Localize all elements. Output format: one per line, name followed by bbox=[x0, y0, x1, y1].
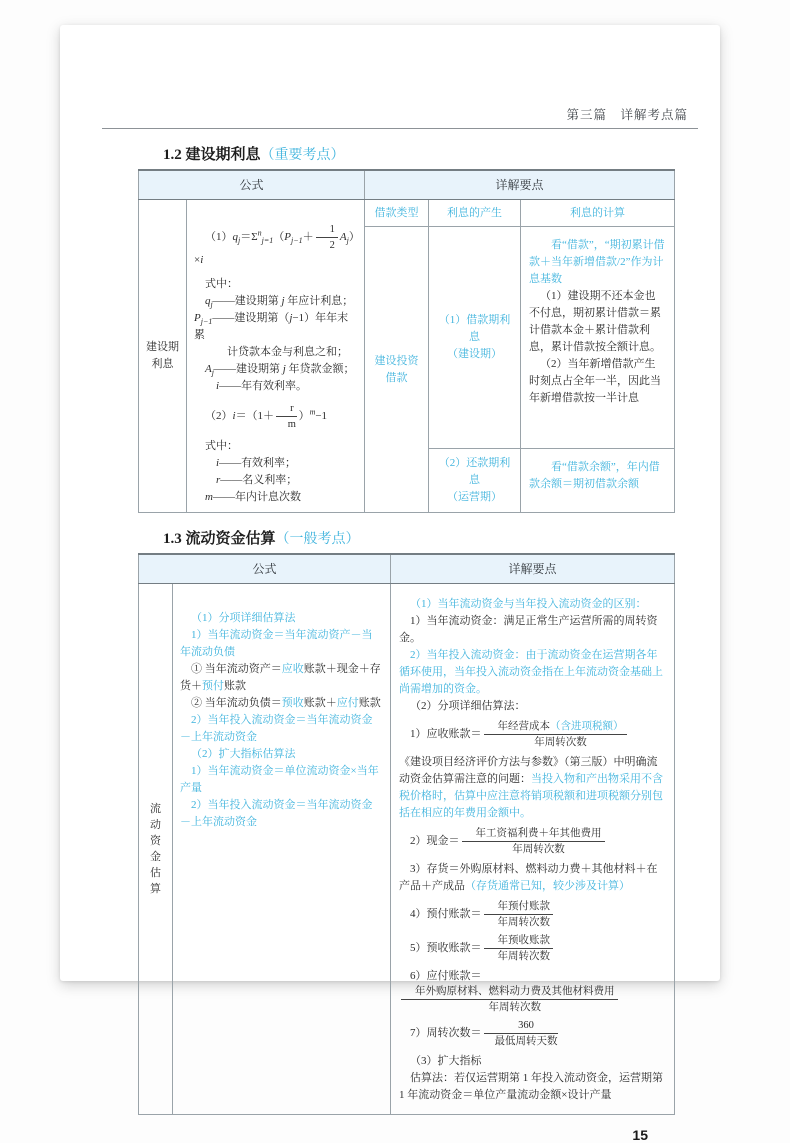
fraction bbox=[484, 720, 627, 749]
table2-row-label bbox=[139, 584, 173, 1115]
text-line bbox=[399, 596, 666, 613]
text-run: 算 bbox=[150, 883, 161, 895]
text-line bbox=[529, 356, 666, 407]
text-run: j=1 bbox=[261, 236, 274, 246]
table1-row-label bbox=[139, 200, 187, 513]
table1-formula-cell bbox=[187, 200, 365, 513]
text-run: 最低周转天数 bbox=[494, 1036, 558, 1047]
text-run: ——名义利率； bbox=[220, 474, 298, 486]
text-run: 《建设项目经济评价方法与参数》（第三版）中明确流动资金估算需注意的问题： bbox=[399, 756, 658, 785]
text-line bbox=[139, 817, 172, 833]
text-run: 利息 bbox=[151, 358, 174, 370]
text-run: ——有效利率； bbox=[219, 457, 297, 469]
text-run: 应付 bbox=[336, 697, 359, 709]
numerator bbox=[484, 900, 554, 915]
text-run: n bbox=[257, 228, 262, 238]
text-line bbox=[180, 746, 383, 763]
text-run: 借款 bbox=[385, 371, 408, 384]
text-run: （2）当年新增借款产生时刻点占全年一半，因此当年新增借款按一半计息 bbox=[529, 358, 662, 404]
text-run: 预收 bbox=[281, 697, 304, 709]
text-line bbox=[139, 865, 172, 881]
fraction bbox=[276, 402, 297, 431]
text-run: （ bbox=[273, 231, 285, 244]
text-line bbox=[180, 661, 383, 695]
text-run: q bbox=[205, 295, 211, 307]
text-run: i bbox=[216, 380, 220, 392]
text-line bbox=[372, 353, 421, 370]
section-1-2-title bbox=[163, 143, 698, 164]
text-line bbox=[399, 613, 666, 647]
table2-header-row bbox=[139, 554, 675, 584]
table2-details-cell bbox=[391, 584, 675, 1115]
text-line bbox=[194, 344, 357, 361]
text-run: j bbox=[282, 363, 286, 375]
fraction bbox=[484, 900, 554, 929]
text-run: 2）现金＝ bbox=[410, 835, 460, 848]
text-run: 年应计利息； bbox=[284, 295, 354, 307]
text-run: 计贷款本金与利息之和； bbox=[227, 346, 348, 358]
text-run: j bbox=[281, 295, 285, 307]
text-run: 1 bbox=[329, 224, 335, 235]
text-run: （2）分项详细估算法： bbox=[410, 700, 526, 712]
text-run: 动 bbox=[150, 819, 161, 831]
text-run: 流 bbox=[150, 803, 161, 815]
text-run: j−1 bbox=[291, 236, 303, 246]
text-line bbox=[399, 900, 666, 929]
text-run: −1 bbox=[315, 410, 328, 423]
text-run: 年经营成本 bbox=[497, 721, 551, 732]
text-run: ＋ bbox=[302, 231, 314, 244]
text-run: （2） bbox=[205, 410, 233, 423]
text-line bbox=[180, 695, 383, 712]
text-line bbox=[436, 489, 513, 506]
table2-header-details: 详解要点 bbox=[391, 554, 675, 584]
text-run: （1） bbox=[205, 231, 233, 244]
text-run: 2）当年投入流动资金：由于流动资金在运营期各年循环使用，当年投入流动资金指在上年流动资金基础上尚需增加的资金。 bbox=[399, 649, 664, 695]
text-run: （2）扩大指标估算法 bbox=[191, 748, 296, 760]
text-line bbox=[399, 1019, 666, 1048]
table1-header-details: 详解要点 bbox=[365, 170, 675, 200]
text-run: 当投入物和产出物采用不含税价格时，估算中应注意将销项税额和进项税额分别包括在相应的年费用金额中。 bbox=[399, 773, 664, 819]
text-line bbox=[194, 223, 357, 269]
numerator bbox=[484, 1019, 558, 1034]
text-run: 2 bbox=[329, 240, 335, 251]
text-line bbox=[194, 489, 357, 506]
table1-row2-calc-cell bbox=[521, 449, 675, 513]
text-run: 金 bbox=[150, 851, 161, 863]
text-run: 资 bbox=[150, 835, 161, 847]
table2-header-formula: 公式 bbox=[139, 554, 391, 584]
text-run: ——年内计息次数 bbox=[212, 491, 301, 503]
text-run: m bbox=[287, 419, 296, 430]
text-run: j bbox=[238, 236, 241, 246]
text-run: （2）还款期利息 bbox=[438, 457, 511, 486]
numerator bbox=[484, 720, 627, 735]
text-run: 估 bbox=[150, 867, 161, 879]
text-line bbox=[529, 459, 666, 493]
table1-row2-origin-cell bbox=[429, 449, 521, 513]
text-line bbox=[399, 968, 666, 1014]
text-run: 1）应收账款＝ bbox=[410, 728, 482, 741]
text-run: ＝（1＋ bbox=[235, 410, 275, 423]
text-run: 预付 bbox=[202, 680, 224, 692]
table1-subheader-loan-type: 借款类型 bbox=[365, 200, 429, 227]
text-run: ——年有效利率。 bbox=[219, 380, 308, 392]
fraction bbox=[484, 934, 554, 963]
numerator bbox=[401, 985, 618, 1000]
text-line bbox=[194, 293, 357, 310]
text-run: 2）当年投入流动资金＝当年流动资金－上年流动资金 bbox=[180, 799, 373, 828]
text-run: P bbox=[284, 231, 291, 244]
table2-body-row bbox=[139, 584, 675, 1115]
text-run: （1）借款期利息 bbox=[438, 314, 511, 343]
running-head: 第三篇 详解考点篇 bbox=[566, 108, 688, 122]
text-run: j bbox=[289, 312, 293, 324]
text-run: ）× bbox=[194, 231, 355, 266]
text-run: 3）存货＝外购原材料、燃料动力费＋其他材料＋在产品＋产成品 bbox=[399, 863, 658, 892]
text-line bbox=[141, 339, 184, 356]
text-run: j−1 bbox=[200, 317, 213, 327]
text-run: 4）预付账款＝ bbox=[410, 908, 482, 921]
text-line bbox=[399, 934, 666, 963]
text-run: j bbox=[210, 300, 213, 310]
text-run: 年周转次数 bbox=[497, 951, 551, 962]
numerator bbox=[316, 223, 338, 238]
section-1-3-title bbox=[163, 527, 698, 548]
text-run: 建设期 bbox=[146, 341, 179, 353]
table1-header-formula: 公式 bbox=[139, 170, 365, 200]
text-run: 1）当年流动资金＝单位流动资金×当年产量 bbox=[180, 765, 379, 794]
text-line bbox=[139, 801, 172, 817]
text-line bbox=[194, 310, 357, 344]
text-run: 1）当年流动资金：满足正常生产运营所需的周转资金。 bbox=[399, 615, 658, 644]
text-line bbox=[436, 346, 513, 363]
text-run: 建设投资 bbox=[374, 354, 419, 367]
text-run: 2）当年投入流动资金＝当年流动资金－上年流动资金 bbox=[180, 714, 373, 743]
text-line bbox=[399, 827, 666, 856]
text-run: 年预付账款 bbox=[497, 901, 551, 912]
text-run: 7）周转次数＝ bbox=[410, 1027, 482, 1040]
text-run: （运营期） bbox=[447, 491, 503, 503]
text-line bbox=[399, 647, 666, 698]
text-run: m bbox=[309, 407, 316, 417]
section-1-2-importance-tag: （重要考点） bbox=[260, 148, 345, 163]
numerator bbox=[462, 827, 605, 842]
table1-loan-type-cell bbox=[365, 227, 429, 513]
text-run: r bbox=[216, 474, 221, 486]
text-run: 年贷款金额； bbox=[285, 363, 355, 375]
text-run: 360 bbox=[518, 1020, 534, 1031]
text-run: 年周转次数 bbox=[497, 917, 551, 928]
text-run: （1）建设期不还本金也不付息，期初累计借款＝累计借款本金＋累计借款利息，累计借款按全额计息。 bbox=[529, 290, 662, 353]
text-run: （建设期） bbox=[447, 348, 503, 360]
text-run: 年周转次数 bbox=[534, 737, 587, 748]
text-line bbox=[194, 438, 357, 455]
denominator bbox=[484, 915, 554, 929]
numerator bbox=[484, 934, 554, 949]
text-run: （存货通常已知，较少涉及计算） bbox=[465, 880, 631, 892]
book-page bbox=[60, 25, 720, 1143]
text-line bbox=[194, 378, 357, 395]
text-line bbox=[139, 881, 172, 897]
text-run: 账款 bbox=[358, 697, 381, 709]
text-run: i bbox=[232, 410, 236, 423]
text-run: m bbox=[205, 491, 213, 503]
fraction bbox=[401, 985, 618, 1014]
text-line bbox=[139, 833, 172, 849]
text-run: j bbox=[346, 236, 349, 246]
text-line bbox=[194, 361, 357, 378]
text-run: −1）年年末累 bbox=[194, 312, 349, 341]
text-run: ——建设期第（ bbox=[212, 312, 290, 324]
text-run: ＝Σ bbox=[240, 231, 258, 244]
text-line bbox=[194, 455, 357, 472]
text-run: q bbox=[232, 231, 238, 244]
text-run: 年周转次数 bbox=[512, 844, 565, 855]
working-capital-table bbox=[138, 553, 675, 1115]
text-run: ——建设期第 bbox=[213, 363, 283, 375]
fraction bbox=[484, 1019, 558, 1048]
denominator bbox=[484, 735, 627, 749]
text-run: 5）预收账款＝ bbox=[410, 942, 482, 955]
text-line bbox=[180, 610, 383, 627]
construction-interest-table bbox=[138, 169, 675, 513]
denominator bbox=[484, 949, 554, 963]
text-run: 应收 bbox=[281, 663, 304, 675]
text-run: （1）分项详细估算法 bbox=[191, 612, 296, 624]
table1-row1-calc-cell bbox=[521, 227, 675, 449]
text-run: r bbox=[290, 403, 294, 414]
text-run: A bbox=[205, 363, 212, 375]
text-run: 账款 bbox=[224, 680, 246, 692]
text-line bbox=[141, 356, 184, 373]
text-line bbox=[436, 312, 513, 346]
text-run: 账款＋ bbox=[303, 697, 337, 709]
text-run: （3）扩大指标 bbox=[410, 1055, 482, 1067]
table1-subheader-interest-calc: 利息的计算 bbox=[521, 200, 675, 227]
table1-subheader-interest-origin: 利息的产生 bbox=[429, 200, 521, 227]
text-run: 估算法：若仅运营期第 1 年投入流动资金，运营期第 1 年流动资金＝单位产量流动金额×设计产量 bbox=[399, 1072, 664, 1101]
text-line bbox=[139, 849, 172, 865]
text-line bbox=[399, 720, 666, 749]
text-line bbox=[436, 455, 513, 489]
text-run: 账款＋现金＋存货＋ bbox=[180, 663, 381, 692]
table1-subheader-row bbox=[139, 200, 675, 227]
text-run: 式中： bbox=[205, 278, 238, 290]
text-line bbox=[399, 1070, 666, 1104]
header-rule bbox=[102, 128, 698, 129]
text-run: ① 当年流动资产＝ bbox=[191, 663, 282, 675]
numerator bbox=[276, 402, 297, 417]
text-run: ） bbox=[298, 410, 310, 423]
text-run: ——建设期第 bbox=[212, 295, 282, 307]
text-line bbox=[399, 698, 666, 715]
fraction bbox=[462, 827, 605, 856]
text-run: 看“借款”，“期初累计借款＋当年新增借款/2”作为计息基数 bbox=[529, 239, 665, 285]
denominator bbox=[316, 238, 338, 252]
page-number: 15 bbox=[632, 1127, 648, 1143]
denominator bbox=[276, 417, 297, 431]
text-run: 1）当年流动资金＝当年流动资产－当年流动负债 bbox=[180, 629, 373, 658]
table2-formula-cell bbox=[173, 584, 391, 1115]
fraction bbox=[316, 223, 338, 252]
text-line bbox=[194, 276, 357, 293]
text-line bbox=[372, 370, 421, 387]
text-line bbox=[180, 712, 383, 746]
text-run: 年周转次数 bbox=[488, 1002, 542, 1013]
text-run: （1）当年流动资金与当年投入流动资金的区别： bbox=[410, 598, 647, 610]
text-run: 式中： bbox=[205, 440, 238, 452]
text-line bbox=[194, 402, 357, 431]
text-line bbox=[529, 288, 666, 356]
text-run: i bbox=[200, 254, 204, 266]
table1-row1-origin-cell bbox=[429, 227, 521, 449]
text-run: 年预收账款 bbox=[497, 935, 551, 946]
text-run: 看“借款余额”，年内借款余额＝期初借款余额 bbox=[529, 461, 660, 490]
denominator bbox=[462, 842, 605, 856]
section-1-3-importance-tag: （一般考点） bbox=[275, 532, 360, 547]
text-line bbox=[180, 763, 383, 797]
text-run: A bbox=[339, 231, 347, 244]
text-line bbox=[399, 754, 666, 822]
text-line bbox=[399, 861, 666, 895]
text-run: 年工资福利费＋年其他费用 bbox=[475, 828, 602, 839]
text-run: 6）应付账款＝ bbox=[410, 970, 482, 982]
text-line bbox=[399, 1053, 666, 1070]
denominator bbox=[401, 1000, 618, 1014]
text-line bbox=[180, 797, 383, 831]
section-1-3-title-text: 1.3 流动资金估算 bbox=[163, 531, 276, 547]
text-run: j bbox=[211, 368, 214, 378]
text-run: 年外购原材料、燃料动力费及其他材料费用 bbox=[415, 986, 615, 997]
text-run: i bbox=[216, 457, 220, 469]
text-run: （含进项税额） bbox=[550, 721, 624, 732]
text-run: ② 当年流动负债＝ bbox=[191, 697, 282, 709]
text-line bbox=[180, 627, 383, 661]
text-run: P bbox=[194, 312, 201, 324]
text-line bbox=[529, 237, 666, 288]
table1-header-row bbox=[139, 170, 675, 200]
section-1-2-title-text: 1.2 建设期利息 bbox=[163, 147, 261, 163]
denominator bbox=[484, 1034, 558, 1048]
text-line bbox=[194, 472, 357, 489]
